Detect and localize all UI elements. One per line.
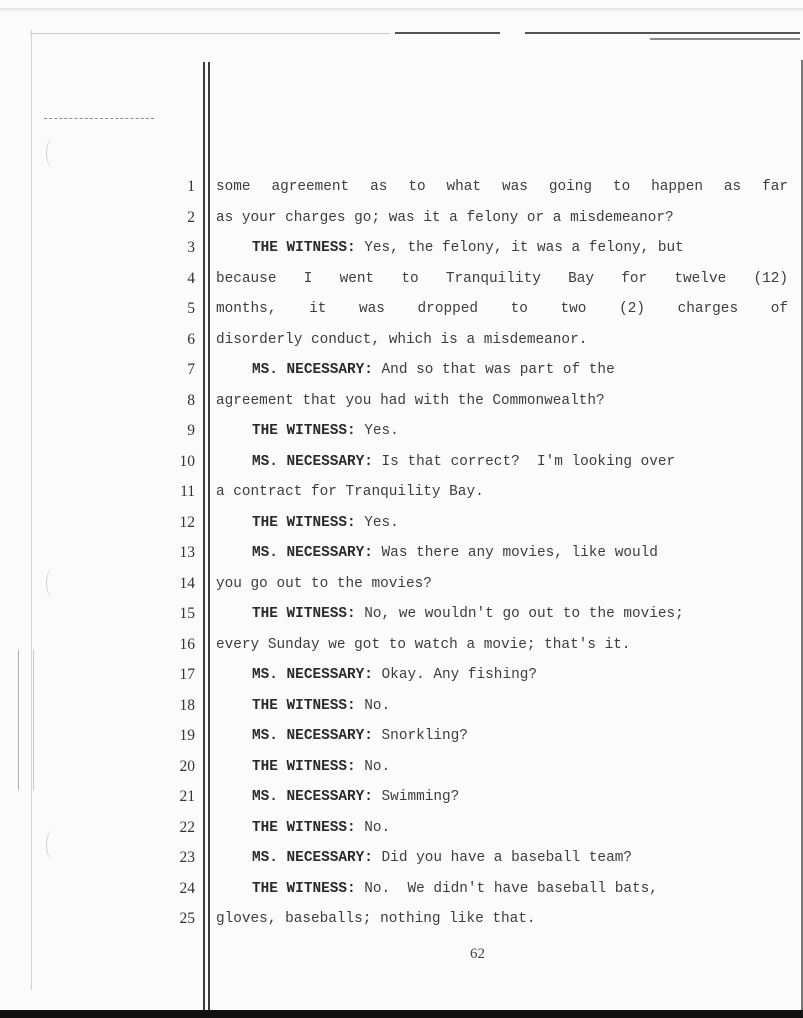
transcript-line [0, 416, 803, 446]
transcript-line [0, 599, 803, 629]
transcript-line [0, 538, 803, 568]
line-number: 24 [179, 879, 195, 897]
transcript-line [0, 294, 803, 324]
scan-top-rule [525, 32, 800, 34]
line-text [216, 477, 788, 507]
line-number: 5 [187, 300, 195, 317]
transcript-line [0, 508, 803, 538]
speaker-label: MS. NECESSARY: [252, 789, 373, 805]
line-number: 1 [187, 178, 195, 195]
transcript-line [0, 874, 803, 904]
line-number: 2 [187, 208, 195, 226]
transcript-line [0, 264, 803, 294]
transcript-line [0, 386, 803, 416]
spoken-text: because I went to Tranquility Bay for twelve (12) [216, 270, 788, 287]
spoken-text: Is that correct? I'm looking over [372, 453, 676, 470]
transcript-line [0, 233, 803, 263]
line-number: 14 [179, 574, 195, 592]
spoken-text: And so that was part of the [372, 362, 615, 378]
speaker-label: THE WITNESS: [252, 758, 356, 775]
line-text [216, 538, 788, 568]
speaker-label: MS. NECESSARY: [252, 667, 373, 683]
spoken-text: a contract for Tranquility Bay. [216, 484, 484, 500]
line-text [216, 416, 788, 446]
transcript-line [0, 721, 803, 751]
line-text [216, 447, 788, 477]
line-number: 20 [179, 757, 195, 775]
line-text [216, 691, 788, 721]
margin-dash-mark [44, 118, 154, 120]
spoken-text: you go out to the movies? [216, 575, 432, 592]
line-number: 21 [179, 788, 195, 805]
transcript-line [0, 203, 803, 233]
line-text [216, 355, 788, 385]
transcript-line [0, 660, 803, 690]
transcript-line [0, 630, 803, 660]
line-number: 8 [187, 391, 195, 409]
spoken-text: as your charges go; was it a felony or a misdemeanor? [216, 209, 674, 226]
transcript-line [0, 752, 803, 782]
line-number: 10 [179, 452, 195, 470]
line-text [216, 752, 788, 782]
line-number: 17 [179, 666, 195, 683]
transcript-line [0, 325, 803, 355]
transcript-line [0, 813, 803, 843]
spoken-text: Was there any movies, like would [372, 545, 658, 561]
line-text [216, 325, 788, 355]
spoken-text: Yes. [355, 514, 399, 531]
transcript-line [0, 843, 803, 873]
line-text [216, 843, 788, 873]
spoken-text: Okay. Any fishing? [372, 667, 537, 683]
spoken-text: No. We didn't have baseball bats, [355, 880, 658, 897]
line-number: 13 [179, 544, 195, 561]
line-text [216, 264, 788, 294]
line-number: 25 [179, 910, 195, 927]
line-number: 18 [179, 696, 195, 714]
transcript-line [0, 447, 803, 477]
page-number: 62 [470, 946, 485, 962]
spoken-text: Did you have a baseball team? [372, 850, 632, 866]
scan-bottom-edge [0, 1010, 803, 1018]
line-text [216, 813, 788, 843]
speaker-label: MS. NECESSARY: [252, 728, 373, 744]
transcript-line [0, 904, 803, 934]
line-number: 22 [179, 818, 195, 836]
scan-top-rule [650, 38, 800, 40]
transcript-line [0, 782, 803, 812]
line-number: 23 [179, 849, 195, 866]
speaker-label: THE WITNESS: [252, 240, 356, 256]
line-text [216, 599, 788, 629]
line-text [216, 294, 788, 324]
line-text [216, 233, 788, 263]
line-text [216, 660, 788, 690]
scan-top-rule [30, 33, 390, 34]
speaker-label: THE WITNESS: [252, 819, 356, 836]
line-text [216, 569, 788, 599]
line-text [216, 904, 788, 934]
speaker-label: THE WITNESS: [252, 697, 356, 714]
speaker-label: THE WITNESS: [252, 606, 356, 622]
speaker-label: MS. NECESSARY: [252, 453, 373, 470]
transcript-line [0, 172, 803, 202]
line-text [216, 874, 788, 904]
spoken-text: Swimming? [372, 789, 460, 805]
line-number: 4 [187, 269, 195, 287]
line-number: 12 [179, 513, 195, 531]
line-text [216, 172, 788, 202]
line-text [216, 386, 788, 416]
spoken-text: months, it was dropped to two (2) charges of [216, 301, 788, 317]
spoken-text: Yes. [355, 423, 399, 439]
spoken-text: agreement that you had with the Commonwealth? [216, 392, 605, 409]
line-text [216, 508, 788, 538]
spoken-text: every Sunday we got to watch a movie; that's it. [216, 636, 631, 653]
line-number: 3 [187, 239, 195, 256]
spoken-text: Yes, the felony, it was a felony, but [355, 240, 684, 256]
line-number: 15 [179, 605, 195, 622]
line-number: 9 [187, 422, 195, 439]
speaker-label: MS. NECESSARY: [252, 545, 373, 561]
line-text [216, 721, 788, 751]
spoken-text: No. [355, 758, 391, 775]
speaker-label: MS. NECESSARY: [252, 850, 373, 866]
speaker-label: THE WITNESS: [252, 514, 356, 531]
line-number: 6 [187, 330, 195, 348]
line-text [216, 630, 788, 660]
spoken-text: disorderly conduct, which is a misdemeanor. [216, 331, 588, 348]
line-text [216, 782, 788, 812]
spoken-text: some agreement as to what was going to happen as far [216, 179, 788, 195]
line-number: 11 [180, 483, 195, 500]
transcript-line [0, 355, 803, 385]
spoken-text: No. [355, 819, 391, 836]
spoken-text: No. [355, 697, 391, 714]
line-text [216, 203, 788, 233]
scan-top-rule [395, 32, 500, 34]
line-number: 19 [179, 727, 195, 744]
punch-hole-mark [46, 138, 61, 168]
scan-top-edge [0, 8, 803, 12]
speaker-label: THE WITNESS: [252, 423, 356, 439]
transcript-line [0, 569, 803, 599]
speaker-label: THE WITNESS: [252, 880, 356, 897]
spoken-text: No, we wouldn't go out to the movies; [355, 606, 684, 622]
spoken-text: gloves, baseballs; nothing like that. [216, 911, 536, 927]
spoken-text: Snorkling? [372, 728, 468, 744]
line-number: 7 [187, 361, 195, 378]
line-number: 16 [179, 635, 195, 653]
transcript-line [0, 691, 803, 721]
transcript-line [0, 477, 803, 507]
speaker-label: MS. NECESSARY: [252, 362, 373, 378]
